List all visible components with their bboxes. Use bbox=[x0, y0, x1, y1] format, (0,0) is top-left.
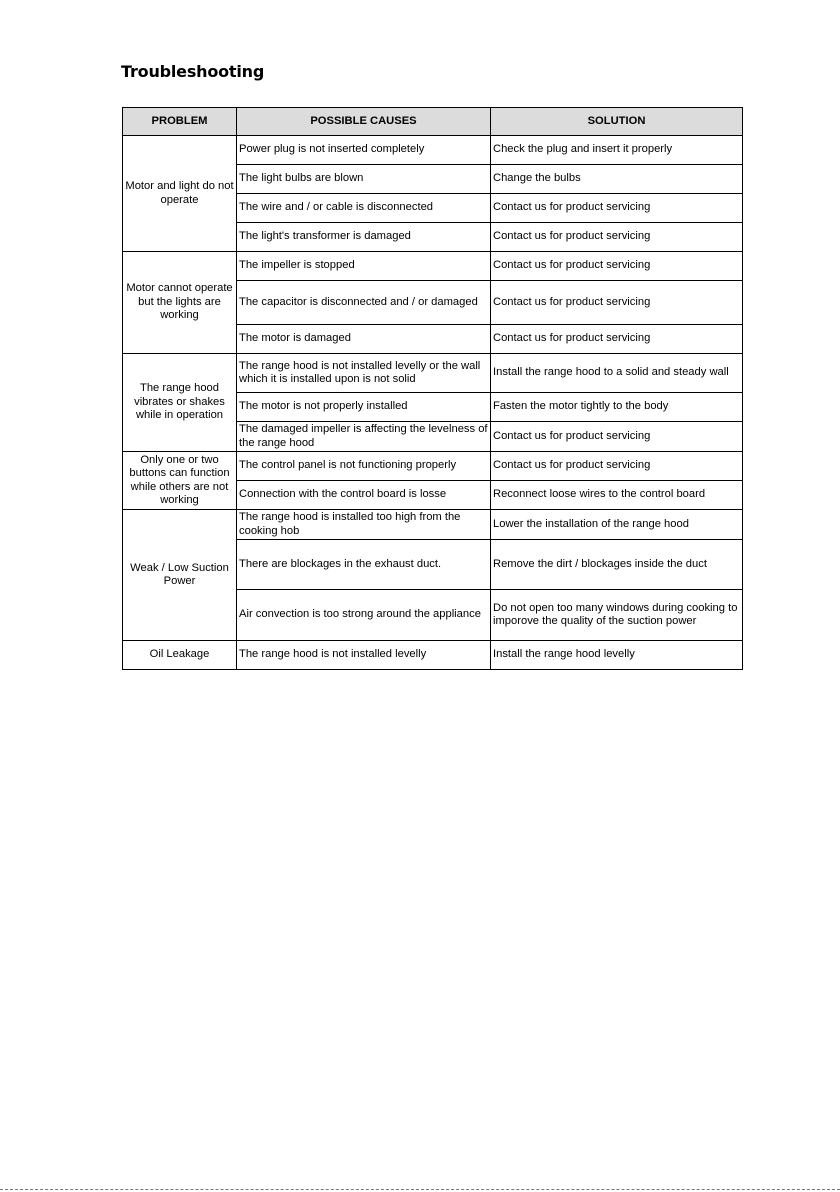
solution-cell: Do not open too many windows during cooking to imporove the quality of the suction power bbox=[491, 590, 743, 641]
solution-cell: Lower the installation of the range hood bbox=[491, 510, 743, 540]
cause-cell: The light's transformer is damaged bbox=[237, 223, 491, 252]
table-row bbox=[123, 452, 743, 481]
cause-cell: The motor is damaged bbox=[237, 325, 491, 354]
solution-cell: Change the bulbs bbox=[491, 165, 743, 194]
solution-cell: Check the plug and insert it properly bbox=[491, 136, 743, 165]
solution-cell: Fasten the motor tightly to the body bbox=[491, 393, 743, 422]
table-row bbox=[123, 510, 743, 540]
solution-cell: Contact us for product servicing bbox=[491, 252, 743, 281]
troubleshooting-table bbox=[122, 107, 743, 670]
page-title: Troubleshooting bbox=[121, 62, 265, 81]
cause-cell: The motor is not properly installed bbox=[237, 393, 491, 422]
cause-cell: The capacitor is disconnected and / or damaged bbox=[237, 281, 491, 325]
cause-cell: The impeller is stopped bbox=[237, 252, 491, 281]
problem-cell: The range hood vibrates or shakes while in operation bbox=[123, 354, 237, 452]
solution-cell: Contact us for product servicing bbox=[491, 194, 743, 223]
problem-cell: Weak / Low Suction Power bbox=[123, 510, 237, 641]
solution-cell: Install the range hood to a solid and steady wall bbox=[491, 354, 743, 393]
solution-cell: Reconnect loose wires to the control board bbox=[491, 481, 743, 510]
solution-cell: Remove the dirt / blockages inside the duct bbox=[491, 540, 743, 590]
solution-cell: Contact us for product servicing bbox=[491, 325, 743, 354]
cause-cell: The range hood is not installed levelly or the wall which it is installed upon is not solid bbox=[237, 354, 491, 393]
solution-cell: Contact us for product servicing bbox=[491, 223, 743, 252]
cause-cell: Power plug is not inserted completely bbox=[237, 136, 491, 165]
table-row bbox=[123, 641, 743, 670]
cause-cell: The range hood is installed too high from the cooking hob bbox=[237, 510, 491, 540]
solution-cell: Contact us for product servicing bbox=[491, 452, 743, 481]
cause-cell: There are blockages in the exhaust duct. bbox=[237, 540, 491, 590]
header-possible-causes: POSSIBLE CAUSES bbox=[237, 108, 491, 136]
cause-cell: The control panel is not functioning properly bbox=[237, 452, 491, 481]
table-row bbox=[123, 252, 743, 281]
solution-cell: Contact us for product servicing bbox=[491, 281, 743, 325]
cause-cell: The range hood is not installed levelly bbox=[237, 641, 491, 670]
solution-cell: Install the range hood levelly bbox=[491, 641, 743, 670]
table-row bbox=[123, 354, 743, 393]
problem-cell: Oil Leakage bbox=[123, 641, 237, 670]
table-header-row bbox=[123, 108, 743, 136]
page-bottom-divider bbox=[0, 1189, 840, 1190]
problem-cell: Motor cannot operate but the lights are working bbox=[123, 252, 237, 354]
table-row bbox=[123, 136, 743, 165]
problem-cell: Only one or two buttons can function while others are not working bbox=[123, 452, 237, 510]
header-problem: PROBLEM bbox=[123, 108, 237, 136]
problem-cell: Motor and light do not operate bbox=[123, 136, 237, 252]
cause-cell: The light bulbs are blown bbox=[237, 165, 491, 194]
cause-cell: The wire and / or cable is disconnected bbox=[237, 194, 491, 223]
header-solution: SOLUTION bbox=[491, 108, 743, 136]
cause-cell: The damaged impeller is affecting the levelness of the range hood bbox=[237, 422, 491, 452]
cause-cell: Connection with the control board is losse bbox=[237, 481, 491, 510]
cause-cell: Air convection is too strong around the appliance bbox=[237, 590, 491, 641]
solution-cell: Contact us for product servicing bbox=[491, 422, 743, 452]
